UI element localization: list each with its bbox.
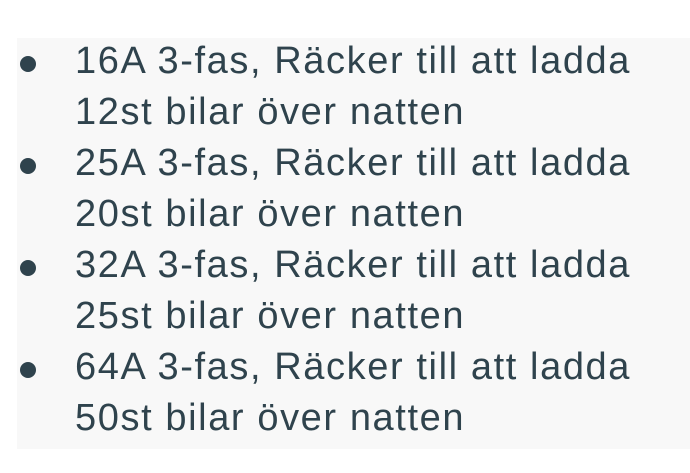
list-item-25a (17, 138, 690, 240)
bullet-icon (20, 158, 36, 174)
list-item-32a (17, 240, 690, 342)
list-item-64a (17, 342, 690, 444)
list-item-line-2: 20st bilar över natten (75, 193, 466, 235)
list-item-line-2: 25st bilar över natten (75, 295, 466, 337)
bullet-icon (20, 260, 36, 276)
list-item-line-2: 50st bilar över natten (75, 397, 466, 439)
list-item-line-1: 25A 3-fas, Räcker till att ladda (75, 142, 632, 184)
list-item-line-2: 12st bilar över natten (75, 91, 466, 133)
list-item-16a (17, 36, 690, 138)
content-panel (17, 38, 690, 449)
charging-options-list (17, 36, 690, 444)
list-item-line-1: 32A 3-fas, Räcker till att ladda (75, 244, 632, 286)
bullet-icon (20, 362, 36, 378)
list-item-line-1: 64A 3-fas, Räcker till att ladda (75, 346, 632, 388)
list-item-line-1: 16A 3-fas, Räcker till att ladda (75, 40, 632, 82)
bullet-icon (20, 56, 36, 72)
